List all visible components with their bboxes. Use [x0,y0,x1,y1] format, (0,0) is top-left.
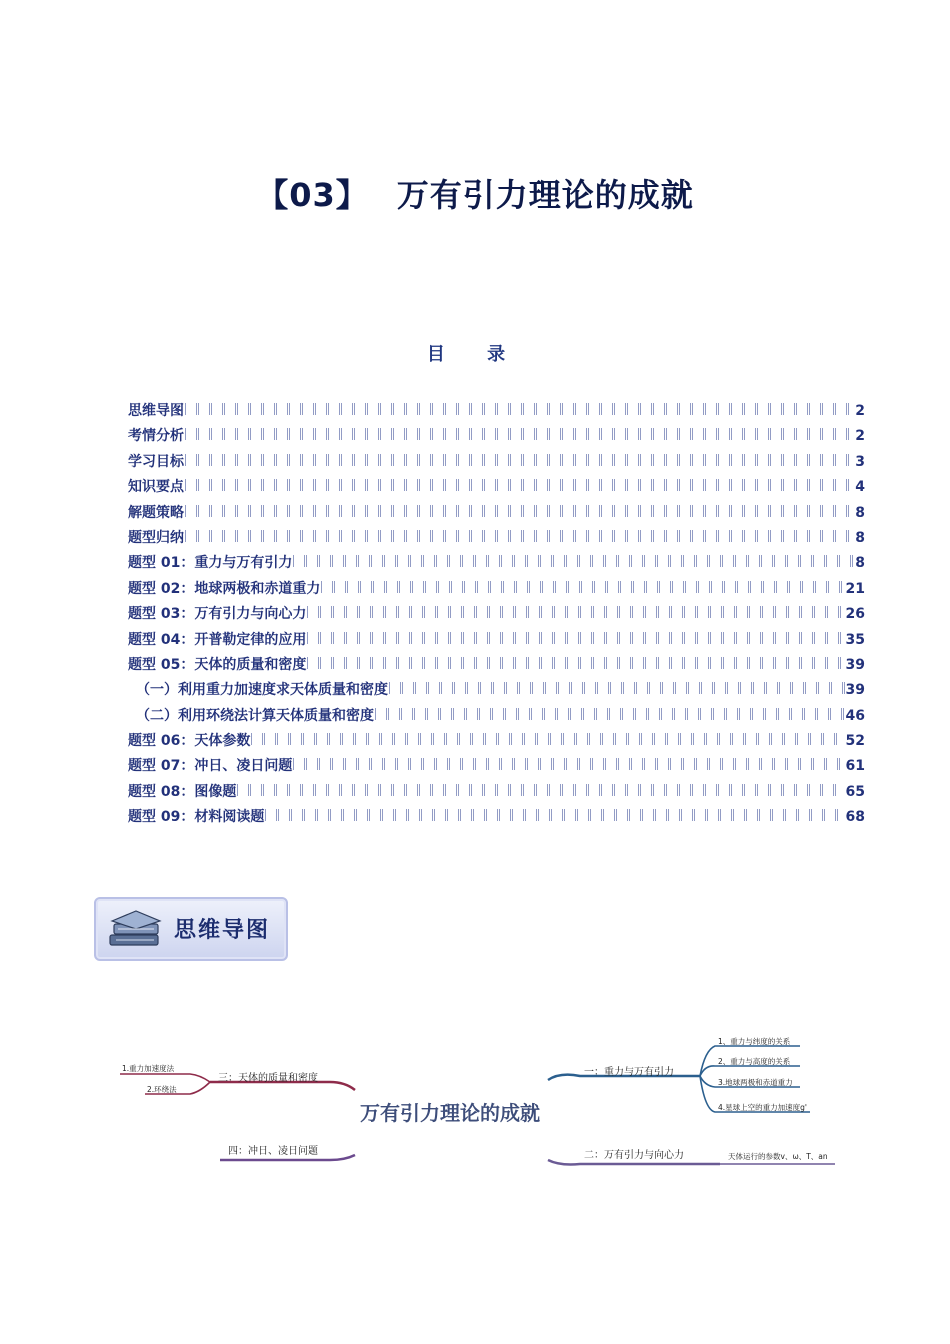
title-main: 万有引力理论的成就 [396,176,694,214]
toc-entry[interactable] [128,654,865,679]
table-of-contents [128,400,865,832]
toc-entry-page: 8 [855,555,865,572]
toc-entry-label: 考情分析 [128,428,184,445]
toc-leader-dots [321,579,844,593]
toc-entry-label: （一）利用重力加速度求天体质量和密度 [136,682,388,699]
toc-entry-page: 46 [845,707,865,724]
toc-entry-label: 题型 08：图像题 [128,783,237,800]
toc-entry-page: 8 [855,504,865,521]
toc-entry[interactable] [128,755,865,780]
title-number: 【03】 [256,176,369,214]
branch2-label: 二：万有引力与向心力 [584,1150,684,1161]
toc-entry-page: 4 [855,479,865,496]
toc-entry-page: 2 [855,428,865,445]
toc-leader-dots [375,706,845,720]
toc-entry-page: 35 [845,631,865,648]
toc-entry[interactable] [128,552,865,577]
toc-leader-dots [185,401,854,415]
toc-leader-dots [307,655,844,669]
toc-entry[interactable] [128,603,865,628]
toc-entry[interactable] [128,476,865,501]
toc-entry-label: 知识要点 [128,479,184,496]
branch1-label: 一：重力与万有引力 [584,1067,674,1078]
books-icon [106,909,164,949]
toc-entry[interactable] [128,451,865,476]
toc-entry[interactable] [128,806,865,831]
toc-entry-label: 题型 05：天体的质量和密度 [128,656,307,673]
toc-entry[interactable] [128,781,865,806]
branch3-label: 三：天体的质量和密度 [218,1073,318,1084]
branch2-child-1: 天体运行的参数v、ω、T、an [728,1152,828,1161]
toc-entry-page: 52 [845,733,865,750]
toc-entry[interactable] [128,730,865,755]
toc-leader-dots [293,756,844,770]
toc-entry[interactable] [128,629,865,654]
toc-entry-page: 39 [845,682,865,699]
toc-entry[interactable] [128,502,865,527]
toc-leader-dots [185,528,854,542]
toc-entry-label: 解题策略 [128,504,184,521]
toc-leader-dots [185,477,854,491]
badge-label: 思维导图 [174,918,271,943]
toc-entry-label: 题型 07：冲日、凌日问题 [128,758,293,775]
toc-leader-dots [185,503,854,517]
toc-entry-label: 题型 03：万有引力与向心力 [128,606,307,623]
toc-leader-dots [237,782,844,796]
toc-entry-label: 思维导图 [128,403,184,419]
toc-leader-dots [251,731,844,745]
toc-entry-page: 26 [845,606,865,623]
toc-entry[interactable] [128,679,865,704]
mind-map [0,1020,950,1210]
toc-entry-label: 题型 06：天体参数 [128,733,251,750]
mindmap-section-badge [94,897,288,961]
toc-entry[interactable] [128,527,865,552]
toc-entry-page: 61 [845,758,865,775]
toc-entry-label: 题型 04：开普勒定律的应用 [128,631,307,648]
branch1-child-1: 1、重力与纬度的关系 [718,1037,791,1046]
toc-entry-page: 8 [855,529,865,546]
toc-entry-page: 2 [855,403,865,419]
branch1-child-3: 3.地球两极和赤道重力 [718,1078,793,1087]
toc-entry-label: 题型 01：重力与万有引力 [128,555,293,572]
toc-entry[interactable] [128,400,865,425]
toc-leader-dots [185,426,854,440]
toc-leader-dots [185,452,854,466]
toc-leader-dots [307,604,844,618]
toc-entry-page: 3 [855,453,865,470]
toc-leader-dots [265,807,844,821]
toc-leader-dots [389,680,845,694]
toc-entry-label: 题型 09：材料阅读题 [128,809,265,826]
toc-entry-page: 21 [845,580,865,597]
toc-entry-label: 题型 02：地球两极和赤道重力 [128,580,321,597]
toc-entry-page: 39 [845,656,865,673]
branch3-child-1: 1.重力加速度法 [122,1064,175,1073]
toc-entry-label: 题型归纳 [128,529,184,546]
document-title [0,170,950,216]
toc-leader-dots [293,553,854,567]
toc-entry-label: （二）利用环绕法计算天体质量和密度 [136,707,374,724]
toc-entry-page: 65 [845,783,865,800]
toc-leader-dots [307,630,844,644]
branch4-label: 四：冲日、凌日问题 [228,1146,318,1157]
toc-entry[interactable] [128,705,865,730]
toc-heading: 目 录 [426,344,524,365]
toc-entry-label: 学习目标 [128,453,184,470]
branch1-child-2: 2、重力与高度的关系 [718,1057,791,1066]
branch1-child-4: 4.星球上空的重力加速度g' [718,1103,807,1112]
toc-entry[interactable] [128,578,865,603]
mindmap-center-topic: 万有引力理论的成就 [360,1101,540,1125]
branch3-child-2: 2.环绕法 [147,1085,177,1094]
toc-entry[interactable] [128,425,865,450]
toc-entry-page: 68 [845,809,865,826]
